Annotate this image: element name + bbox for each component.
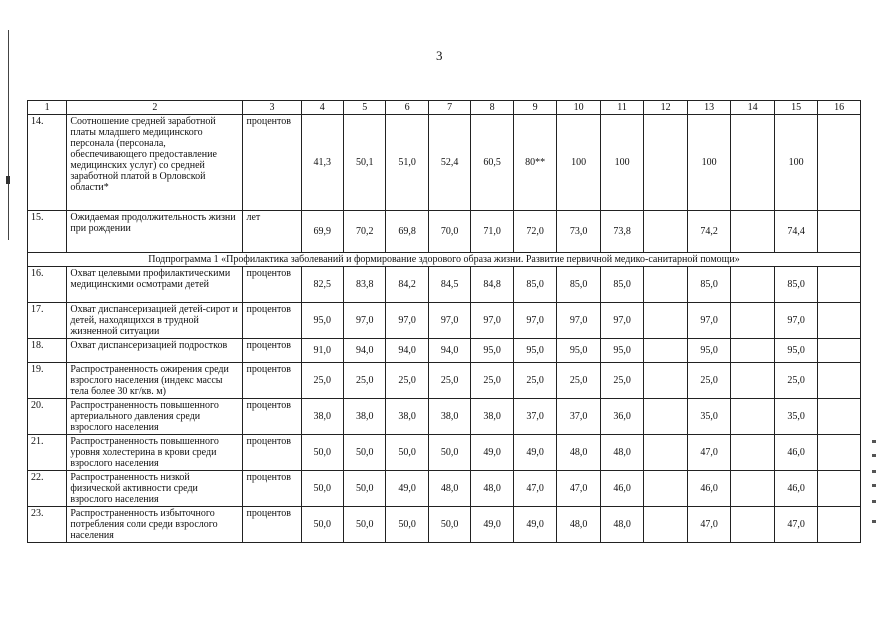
value-cell: 97,0 — [343, 303, 385, 339]
value-cell: 49,0 — [471, 435, 513, 471]
value-cell: 38,0 — [386, 399, 428, 435]
value-cell: 85,0 — [687, 267, 731, 303]
header-cell: 13 — [687, 101, 731, 115]
header-cell: 8 — [471, 101, 513, 115]
header-cell: 9 — [513, 101, 557, 115]
value-cell — [818, 399, 861, 435]
row-number: 14. — [28, 115, 67, 211]
value-cell: 100 — [557, 115, 601, 211]
value-cell: 25,0 — [557, 363, 601, 399]
value-cell: 95,0 — [471, 339, 513, 363]
value-cell — [644, 507, 688, 543]
value-cell: 25,0 — [513, 363, 557, 399]
unit-cell: процентов — [243, 115, 301, 211]
value-cell: 49,0 — [513, 435, 557, 471]
value-cell: 97,0 — [386, 303, 428, 339]
indicator-name: Охват диспансеризацией подростков — [67, 339, 243, 363]
row-number: 20. — [28, 399, 67, 435]
indicator-name: Распространенность повышенного уровня холестерина в крови среди взрослого населения — [67, 435, 243, 471]
value-cell: 100 — [774, 115, 818, 211]
table-row — [28, 363, 861, 399]
value-cell: 25,0 — [301, 363, 343, 399]
subprogram-title: Подпрограмма 1 «Профилактика заболеваний и формирование здорового образа жизни. Развитие первичной медико-санитарной помощи» — [28, 253, 861, 267]
right-margin-marks — [872, 440, 878, 530]
value-cell — [644, 211, 688, 253]
page-number: 3 — [436, 48, 443, 63]
left-margin-mark — [6, 176, 10, 184]
table-row — [28, 303, 861, 339]
left-margin-line — [8, 30, 9, 240]
value-cell — [818, 471, 861, 507]
unit-cell: процентов — [243, 363, 301, 399]
value-cell: 50,0 — [301, 471, 343, 507]
value-cell: 84,5 — [428, 267, 470, 303]
value-cell: 50,0 — [301, 435, 343, 471]
value-cell: 100 — [600, 115, 644, 211]
header-cell: 12 — [644, 101, 688, 115]
value-cell — [731, 435, 775, 471]
value-cell: 97,0 — [471, 303, 513, 339]
value-cell — [818, 363, 861, 399]
value-cell: 73,8 — [600, 211, 644, 253]
value-cell: 94,0 — [386, 339, 428, 363]
value-cell: 49,0 — [471, 507, 513, 543]
value-cell: 38,0 — [428, 399, 470, 435]
value-cell: 84,2 — [386, 267, 428, 303]
value-cell — [644, 435, 688, 471]
value-cell: 46,0 — [687, 471, 731, 507]
value-cell — [818, 115, 861, 211]
indicator-name: Соотношение средней заработной платы младшего медицинского персонала (персонала, обеспечивающего предоставление медицинских услуг) со средней заработной платой в Орловской области* — [67, 115, 243, 211]
value-cell: 95,0 — [687, 339, 731, 363]
header-cell: 15 — [774, 101, 818, 115]
value-cell — [644, 471, 688, 507]
row-number: 15. — [28, 211, 67, 253]
row-number: 17. — [28, 303, 67, 339]
value-cell — [818, 435, 861, 471]
value-cell: 85,0 — [513, 267, 557, 303]
value-cell: 46,0 — [774, 471, 818, 507]
value-cell — [818, 211, 861, 253]
value-cell: 71,0 — [471, 211, 513, 253]
value-cell — [731, 399, 775, 435]
value-cell — [644, 363, 688, 399]
value-cell: 25,0 — [687, 363, 731, 399]
value-cell: 48,0 — [557, 507, 601, 543]
table-row — [28, 115, 861, 211]
value-cell — [644, 115, 688, 211]
header-cell: 4 — [301, 101, 343, 115]
value-cell: 52,4 — [428, 115, 470, 211]
value-cell: 48,0 — [557, 435, 601, 471]
unit-cell: лет — [243, 211, 301, 253]
value-cell: 36,0 — [600, 399, 644, 435]
value-cell: 91,0 — [301, 339, 343, 363]
value-cell: 94,0 — [428, 339, 470, 363]
row-number: 22. — [28, 471, 67, 507]
unit-cell: процентов — [243, 435, 301, 471]
value-cell: 25,0 — [343, 363, 385, 399]
row-number: 23. — [28, 507, 67, 543]
value-cell: 35,0 — [687, 399, 731, 435]
value-cell: 50,0 — [386, 507, 428, 543]
value-cell: 94,0 — [343, 339, 385, 363]
value-cell: 25,0 — [774, 363, 818, 399]
table-row — [28, 267, 861, 303]
row-number: 21. — [28, 435, 67, 471]
value-cell — [731, 507, 775, 543]
unit-cell: процентов — [243, 339, 301, 363]
value-cell: 83,8 — [343, 267, 385, 303]
indicator-name: Охват целевыми профилактическими медицинскими осмотрами детей — [67, 267, 243, 303]
value-cell — [731, 363, 775, 399]
value-cell: 48,0 — [600, 435, 644, 471]
value-cell: 38,0 — [471, 399, 513, 435]
indicators-table — [27, 100, 861, 543]
value-cell — [644, 339, 688, 363]
value-cell: 46,0 — [600, 471, 644, 507]
value-cell: 74,4 — [774, 211, 818, 253]
value-cell: 47,0 — [687, 507, 731, 543]
indicator-name: Распространенность ожирения среди взрослого населения (индекс массы тела более 30 кг/кв. м) — [67, 363, 243, 399]
value-cell: 74,2 — [687, 211, 731, 253]
value-cell — [818, 507, 861, 543]
value-cell: 49,0 — [386, 471, 428, 507]
value-cell: 48,0 — [600, 507, 644, 543]
value-cell: 41,3 — [301, 115, 343, 211]
value-cell: 82,5 — [301, 267, 343, 303]
value-cell: 50,0 — [386, 435, 428, 471]
value-cell: 80** — [513, 115, 557, 211]
unit-cell: процентов — [243, 507, 301, 543]
value-cell: 69,9 — [301, 211, 343, 253]
value-cell: 95,0 — [557, 339, 601, 363]
unit-cell: процентов — [243, 267, 301, 303]
header-cell: 11 — [600, 101, 644, 115]
value-cell — [731, 115, 775, 211]
value-cell: 97,0 — [428, 303, 470, 339]
value-cell: 47,0 — [687, 435, 731, 471]
value-cell: 47,0 — [557, 471, 601, 507]
value-cell: 37,0 — [513, 399, 557, 435]
value-cell: 48,0 — [471, 471, 513, 507]
value-cell: 84,8 — [471, 267, 513, 303]
header-cell: 6 — [386, 101, 428, 115]
value-cell — [644, 399, 688, 435]
header-cell: 1 — [28, 101, 67, 115]
header-cell: 7 — [428, 101, 470, 115]
value-cell: 51,0 — [386, 115, 428, 211]
value-cell: 95,0 — [774, 339, 818, 363]
value-cell — [731, 267, 775, 303]
value-cell: 25,0 — [386, 363, 428, 399]
indicator-name: Ожидаемая продолжительность жизни при рождении — [67, 211, 243, 253]
value-cell: 97,0 — [774, 303, 818, 339]
value-cell: 50,0 — [301, 507, 343, 543]
value-cell: 50,0 — [428, 435, 470, 471]
table-row — [28, 507, 861, 543]
table-row — [28, 435, 861, 471]
unit-cell: процентов — [243, 303, 301, 339]
value-cell — [731, 471, 775, 507]
value-cell: 50,1 — [343, 115, 385, 211]
value-cell: 46,0 — [774, 435, 818, 471]
value-cell: 49,0 — [513, 507, 557, 543]
header-cell: 2 — [67, 101, 243, 115]
value-cell — [818, 267, 861, 303]
indicator-name: Распространенность повышенного артериального давления среди взрослого населения — [67, 399, 243, 435]
value-cell: 38,0 — [343, 399, 385, 435]
value-cell: 95,0 — [600, 339, 644, 363]
value-cell — [731, 303, 775, 339]
indicator-name: Охват диспансеризацией детей-сирот и детей, находящихся в трудной жизненной ситуации — [67, 303, 243, 339]
value-cell: 97,0 — [557, 303, 601, 339]
indicator-name: Распространенность избыточного потребления соли среди взрослого населения — [67, 507, 243, 543]
value-cell: 25,0 — [471, 363, 513, 399]
value-cell: 25,0 — [428, 363, 470, 399]
value-cell: 69,8 — [386, 211, 428, 253]
value-cell: 72,0 — [513, 211, 557, 253]
value-cell: 50,0 — [343, 471, 385, 507]
value-cell: 100 — [687, 115, 731, 211]
subprogram-row — [28, 253, 861, 267]
row-number: 19. — [28, 363, 67, 399]
value-cell — [644, 267, 688, 303]
value-cell — [644, 303, 688, 339]
header-cell: 10 — [557, 101, 601, 115]
value-cell — [731, 211, 775, 253]
header-cell: 14 — [731, 101, 775, 115]
indicator-name: Распространенность низкой физической активности среди взрослого населения — [67, 471, 243, 507]
table-row — [28, 211, 861, 253]
value-cell: 97,0 — [600, 303, 644, 339]
value-cell: 60,5 — [471, 115, 513, 211]
value-cell: 97,0 — [687, 303, 731, 339]
row-number: 18. — [28, 339, 67, 363]
unit-cell: процентов — [243, 399, 301, 435]
header-cell: 3 — [243, 101, 301, 115]
value-cell: 73,0 — [557, 211, 601, 253]
value-cell: 95,0 — [513, 339, 557, 363]
row-number: 16. — [28, 267, 67, 303]
value-cell: 48,0 — [428, 471, 470, 507]
value-cell: 95,0 — [301, 303, 343, 339]
header-cell: 5 — [343, 101, 385, 115]
value-cell: 47,0 — [774, 507, 818, 543]
value-cell: 85,0 — [600, 267, 644, 303]
value-cell — [818, 303, 861, 339]
value-cell: 50,0 — [428, 507, 470, 543]
header-row — [28, 101, 861, 115]
unit-cell: процентов — [243, 471, 301, 507]
header-cell: 16 — [818, 101, 861, 115]
value-cell: 85,0 — [557, 267, 601, 303]
table-row — [28, 399, 861, 435]
value-cell: 38,0 — [301, 399, 343, 435]
value-cell: 50,0 — [343, 435, 385, 471]
value-cell: 85,0 — [774, 267, 818, 303]
value-cell: 50,0 — [343, 507, 385, 543]
table-row — [28, 339, 861, 363]
value-cell: 35,0 — [774, 399, 818, 435]
value-cell: 37,0 — [557, 399, 601, 435]
value-cell: 97,0 — [513, 303, 557, 339]
value-cell: 47,0 — [513, 471, 557, 507]
value-cell — [731, 339, 775, 363]
value-cell: 70,2 — [343, 211, 385, 253]
table-row — [28, 471, 861, 507]
value-cell: 70,0 — [428, 211, 470, 253]
value-cell: 25,0 — [600, 363, 644, 399]
value-cell — [818, 339, 861, 363]
